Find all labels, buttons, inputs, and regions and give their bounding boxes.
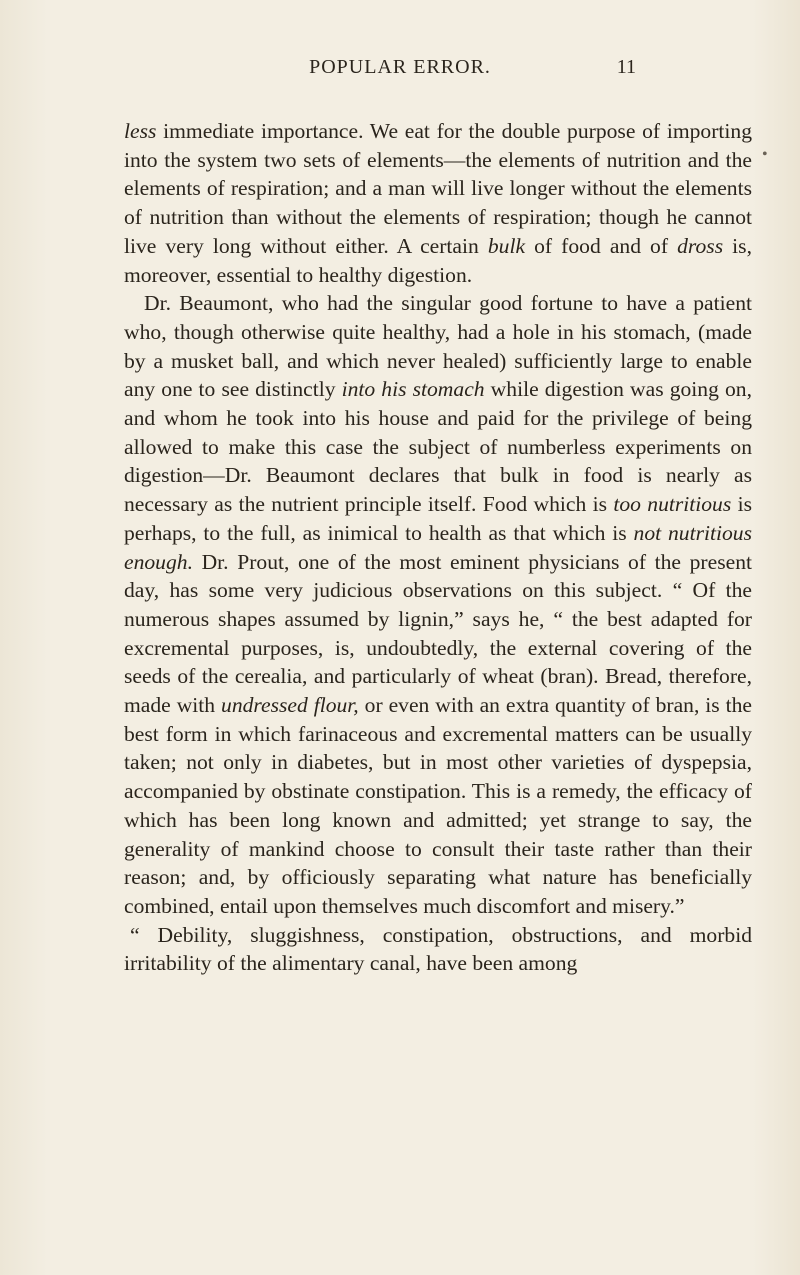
paragraph-1 [124,117,752,289]
text-run: “ Debility, sluggishness, constipation, obstructions, and morbid irritability of the alimentary canal, have been among [124,922,752,976]
body-text [124,117,752,978]
italic-dross: dross [677,233,724,258]
paragraph-3 [124,921,752,978]
italic-undressed-flour: undressed flour, [221,693,359,718]
paragraph-2 [124,289,752,920]
text-run: of food and of [525,233,678,258]
italic-less: less [124,119,157,143]
italic-bulk: bulk [487,233,526,258]
text-run: immediate importance. We eat for the double purpose of importing into the system two sets of elements—the elements of nutrition and the elements of respiration; and a man will live longer without the elements of nutrition than without the elements of respiration; though he cannot live very long without either. A certain [124,119,752,258]
italic-into-his-stomach: into his stomach [341,377,485,402]
page-number: 11 [616,56,636,78]
text-run: is perhaps, to the full, as inimical to health as that which is [124,492,752,545]
text-run: or even with an extra quantity of bran, is the best form in which farinaceous and excremental matters can be usually taken; not only in diabetes, but in most other varieties of dyspepsia, accompanied by obstinate constipation. This is a remedy, the efficacy of which has been long known and admitted; yet strange to say, the generality of mankind choose to consult their taste rather than their reason; and, by officiously separating what nature has beneficially combined, entail upon themselves much discomfort and misery.” [124,693,752,918]
running-head [0,56,800,86]
text-run: Dr. Prout, one of the most eminent physicians of the present day, has some very judicious observations on this subject. “ Of the numerous shapes assumed by lignin,” says he, “ the best adapted for excremental purposes, is, undoubtedly, the external covering of the seeds of the cerealia, and particularly of wheat (bran). Bread, therefore, made with [124,549,752,718]
text-run: Dr. Beaumont, who had the singular good fortune to have a patient who, though otherwise quite healthy, had a hole in his stomach, (made by a musket ball, and which never healed) sufficiently large to enable any one to see distinctly [124,291,752,402]
italic-not-nutritious-enough: not nutritious enough. [124,520,752,574]
text-run: while digestion was going on, and whom he took into his house and paid for the privilege of being allowed to make this case the subject of numberless experiments on digestion—Dr. Beaumont declares that bulk in food is nearly as necessary as the nutrient principle itself. Food which is [124,377,752,517]
margin-mark: • [762,146,768,163]
text-run: is, moreover, essential to healthy digestion. [124,233,752,287]
italic-too-nutritious: too nutritious [613,492,732,517]
running-title: POPULAR ERROR. [309,56,491,78]
